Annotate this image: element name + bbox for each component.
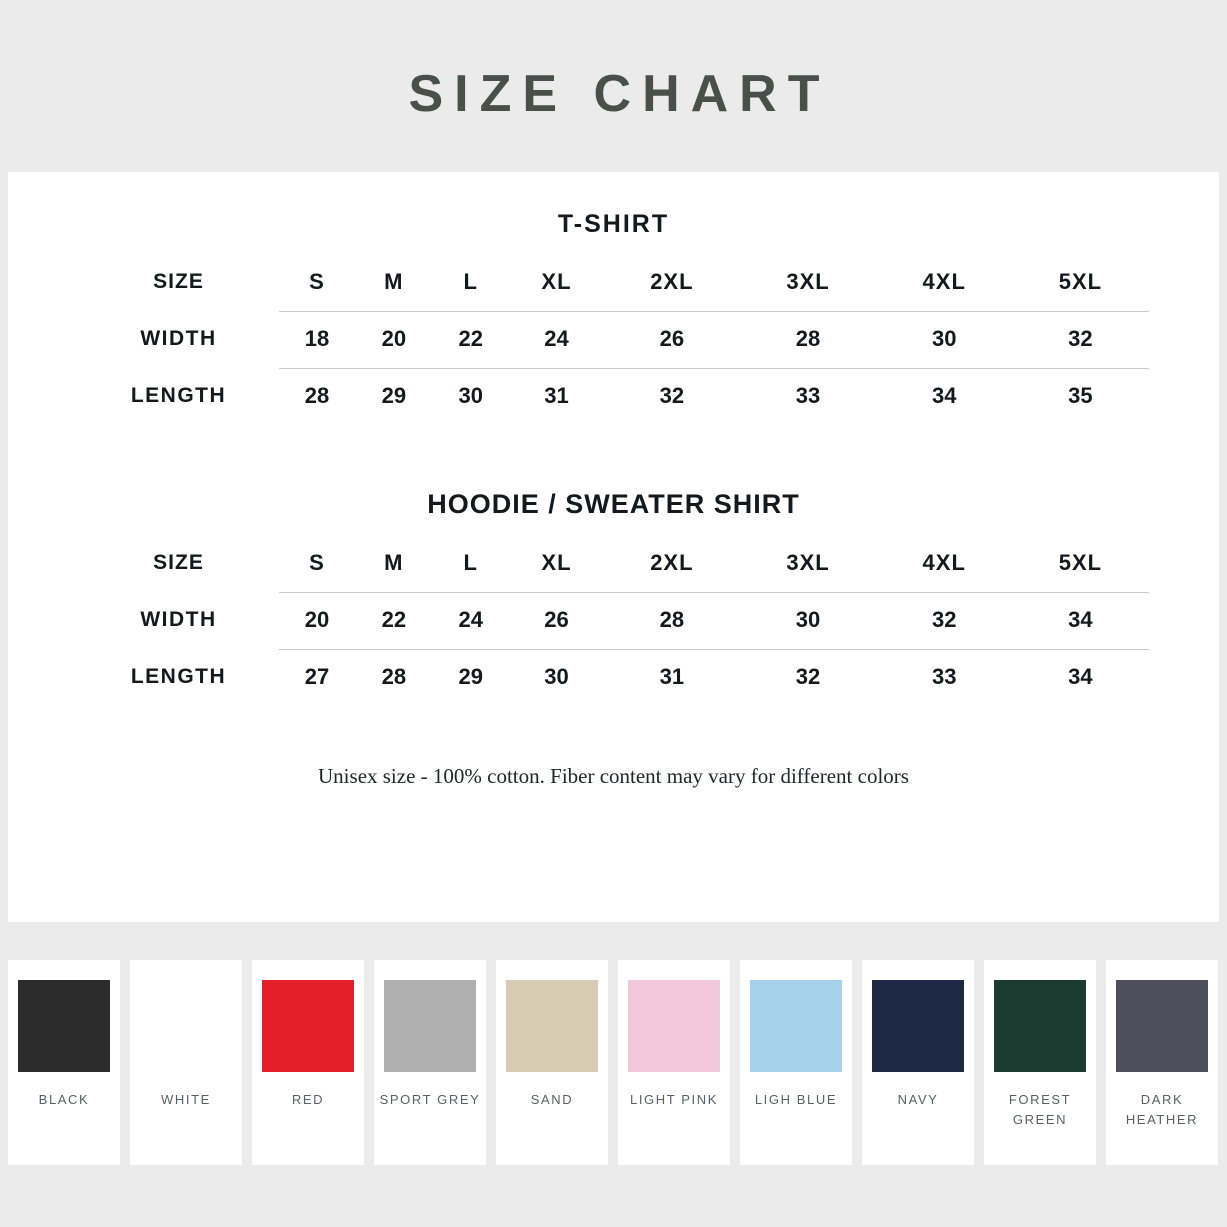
- table-cell: 35: [1068, 383, 1093, 408]
- swatch-label: FOREST GREEN: [1008, 1092, 1072, 1128]
- row-label: SIZE: [153, 270, 204, 294]
- table-cell: 3XL: [740, 536, 876, 593]
- row-label: WIDTH: [140, 327, 217, 350]
- table-cell: 34: [931, 383, 957, 408]
- color-swatch-navy[interactable]: [862, 960, 974, 1165]
- table-cell: 29: [381, 383, 407, 408]
- swatch-label: DARK HEATHER: [1125, 1092, 1199, 1128]
- swatch-label: BLACK: [38, 1092, 90, 1107]
- swatch-color-chip: [628, 980, 720, 1072]
- table-cell: 26: [604, 312, 740, 369]
- table-cell: 30: [876, 312, 1012, 369]
- table-cell: 3XL: [740, 255, 876, 312]
- table-cell: 5XL: [1012, 255, 1148, 312]
- swatch-color-chip: [140, 980, 232, 1072]
- swatch-color-chip: [384, 980, 476, 1072]
- color-swatch-red[interactable]: [252, 960, 364, 1165]
- table-cell: 34: [1012, 593, 1148, 650]
- table-cell: 4XL: [876, 536, 1012, 593]
- table-cell: 24: [432, 593, 509, 650]
- color-swatch-light-pink[interactable]: [618, 960, 730, 1165]
- table-cell: 32: [1012, 312, 1148, 369]
- swatch-color-chip: [18, 980, 110, 1072]
- table-row: [79, 369, 1149, 426]
- table-cell: 31: [544, 383, 569, 408]
- table-cell: 27: [304, 664, 330, 689]
- swatch-color-chip: [994, 980, 1086, 1072]
- color-swatch-black[interactable]: [8, 960, 120, 1165]
- row-label: WIDTH: [140, 608, 217, 631]
- table-cell: S: [279, 255, 356, 312]
- table-cell: 30: [458, 383, 483, 408]
- table-cell: 22: [355, 593, 432, 650]
- color-swatch-forest-green[interactable]: [984, 960, 1096, 1165]
- swatch-label: SPORT GREY: [379, 1092, 481, 1107]
- table-cell: 30: [544, 664, 569, 689]
- table-cell: 5XL: [1012, 536, 1148, 593]
- color-swatch-sport-grey[interactable]: [374, 960, 486, 1165]
- color-swatch-list: [8, 960, 1219, 1165]
- table-cell: 29: [458, 664, 483, 689]
- table-cell: 32: [795, 664, 821, 689]
- table-cell: 34: [1068, 664, 1093, 689]
- table-cell: XL: [509, 255, 604, 312]
- swatch-label: NAVY: [897, 1092, 939, 1107]
- table-cell: 28: [304, 383, 330, 408]
- table-cell: S: [279, 536, 356, 593]
- color-swatch-white[interactable]: [130, 960, 242, 1165]
- hoodie-section-title: HOODIE / SWEATER SHIRT: [427, 489, 800, 519]
- swatch-color-chip: [1116, 980, 1208, 1072]
- table-cell: 32: [876, 593, 1012, 650]
- table-cell: 18: [279, 312, 356, 369]
- table-cell: 4XL: [876, 255, 1012, 312]
- table-cell: 28: [740, 312, 876, 369]
- row-label: LENGTH: [130, 383, 227, 407]
- tshirt-section-title: T-SHIRT: [557, 210, 670, 238]
- table-row: [79, 650, 1149, 707]
- row-label: LENGTH: [130, 664, 227, 688]
- swatch-label: WHITE: [161, 1092, 211, 1107]
- color-swatch-sand[interactable]: [496, 960, 608, 1165]
- table-cell: 33: [931, 664, 957, 689]
- table-cell: 30: [740, 593, 876, 650]
- swatch-color-chip: [750, 980, 842, 1072]
- fabric-note: Unisex size - 100% cotton. Fiber content may vary for different colors: [318, 764, 909, 788]
- swatch-color-chip: [262, 980, 354, 1072]
- page-title: SIZE CHART: [408, 65, 831, 123]
- table-cell: 31: [659, 664, 685, 689]
- swatch-color-chip: [872, 980, 964, 1072]
- row-label: SIZE: [153, 551, 204, 575]
- table-cell: 20: [279, 593, 356, 650]
- table-row: [79, 536, 1149, 593]
- table-cell: L: [432, 536, 509, 593]
- table-row: [79, 312, 1149, 369]
- table-cell: 20: [355, 312, 432, 369]
- table-cell: 22: [432, 312, 509, 369]
- table-cell: M: [355, 255, 432, 312]
- color-swatch-dark-heather[interactable]: [1106, 960, 1218, 1165]
- table-row: [79, 255, 1149, 312]
- swatch-label: LIGH BLUE: [754, 1092, 838, 1107]
- swatch-label: LIGHT PINK: [629, 1092, 718, 1107]
- table-cell: 2XL: [604, 536, 740, 593]
- table-cell: M: [355, 536, 432, 593]
- hoodie-size-table: [79, 536, 1149, 706]
- table-cell: XL: [509, 536, 604, 593]
- table-cell: 28: [604, 593, 740, 650]
- size-tables-card: [8, 172, 1219, 922]
- table-row: [79, 593, 1149, 650]
- table-cell: 28: [381, 664, 407, 689]
- table-cell: L: [432, 255, 509, 312]
- swatch-label: RED: [291, 1092, 325, 1107]
- swatch-color-chip: [506, 980, 598, 1072]
- table-cell: 33: [795, 383, 821, 408]
- table-cell: 32: [659, 383, 685, 408]
- table-cell: 26: [509, 593, 604, 650]
- table-cell: 24: [509, 312, 604, 369]
- color-swatch-light-blue[interactable]: [740, 960, 852, 1165]
- table-cell: 2XL: [604, 255, 740, 312]
- tshirt-size-table: [79, 255, 1149, 425]
- swatch-label: SAND: [530, 1092, 574, 1107]
